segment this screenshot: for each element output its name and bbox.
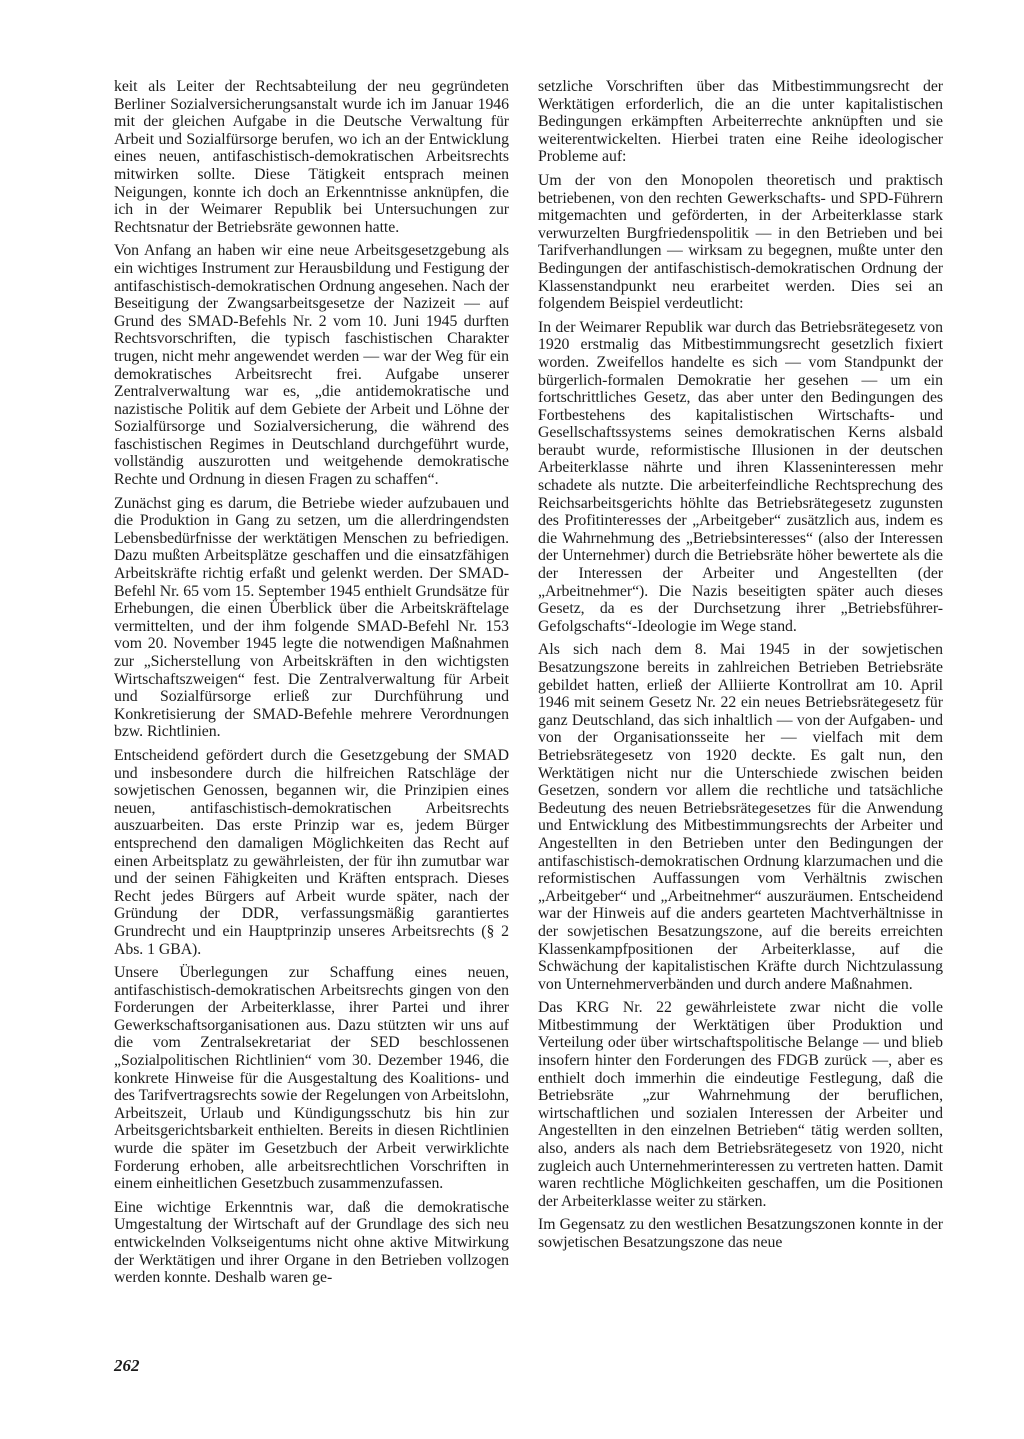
paragraph: Entscheidend gefördert durch die Gesetzgebung der SMAD und insbesondere durch die hilfreichen Ratschläge der sowjetischen Genossen, begannen wir, die Prinzipien eines neuen, antifaschistisch-demokratischen Arbeitsrechts auszuarbeiten. Das erste Prinzip war es, jedem Bürger entsprechend den damaligen Möglichkeiten das Recht auf einen Arbeitsplatz zu gewährleisten, der für ihn zumutbar war und der seinen Fähigkeiten und Kräften entsprach. Dieses Recht jedes Bürgers auf Arbeit wurde später, nach der Gründung der DDR, verfassungsmäßig garantiertes Grundrecht und ein Hauptprinzip unseres Arbeitsrechts (§ 2 Abs. 1 GBA). — [114, 746, 509, 958]
paragraph: Eine wichtige Erkenntnis war, daß die demokratische Umgestaltung der Wirtschaft auf der Grundlage des sich neu entwickelnden Volkseigentums nicht ohne aktive Mitwirkung der Werktätigen und ihrer Organe in den Betrieben vollzogen werden konnte. Deshalb waren ge- — [114, 1198, 509, 1287]
paragraph: In der Weimarer Republik war durch das Betriebsrätegesetz von 1920 erstmalig das Mitbestimmungsrecht gesetzlich fixiert worden. Zweifellos handelte es sich — vom Standpunkt der bürgerlich-formalen Demokratie her gesehen — um ein fortschrittliches Gesetz, das aber unter den Bedingungen des Fortbestehens des kapitalistischen Wirtschafts- und Gesellschaftssystems seines demokratischen Kerns alsbald beraubt wurde, reformistische Illusionen in der deutschen Arbeiterklasse nährte und ihren Klasseninteressen mehr schadete als nutzte. Die arbeiterfeindliche Rechtsprechung des Reichsarbeitsgerichts höhlte das Betriebsrätegesetz zugunsten des Profitinteresses der „Arbeitgeber“ zusätzlich aus, indem es die Wahrnehmung des „Betriebsinteresses“ (also der Interessen der Unternehmer) durch die Betriebsräte höher bewertete als die der Interessen der Arbeiter und Angestellten (der „Arbeitnehmer“). Die Nazis beseitigten später auch dieses Gesetz, da es der Durchsetzung ihrer „Betriebsführer-Gefolgschafts“-Ideologie im Wege stand. — [538, 318, 943, 635]
paragraph: Von Anfang an haben wir eine neue Arbeitsgesetzgebung als ein wichtiges Instrument zur Herausbildung und Festigung der antifaschistisch-demokratischen Ordnung angesehen. Nach der Beseitigung der Zwangsarbeitsgesetze der Nazizeit — auf Grund des SMAD-Befehls Nr. 2 vom 10. Juni 1945 durften Rechtsvorschriften, die typisch faschistischen Charakter trugen, nicht mehr angewendet werden — war der Weg für ein demokratisches Arbeitsrecht frei. Aufgabe unserer Zentralverwaltung war es, „die antidemokratische und nazistische Politik auf dem Gebiete der Arbeit und Löhne der Sozialfürsorge und Sozialversicherung, die während des faschistischen Regimes in Deutschland durchgeführt wurde, vollständig auszurotten und weitgehende demokratische Rechte und Ordnung in diesen Fragen zu schaffen“. — [114, 242, 509, 489]
right-text-column — [538, 78, 943, 1258]
paragraph: Im Gegensatz zu den westlichen Besatzungszonen konnte in der sowjetischen Besatzungszone das neue — [538, 1216, 943, 1251]
paragraph: Zunächst ging es darum, die Betriebe wieder aufzubauen und die Produktion in Gang zu setzen, um die allerdringendsten Lebensbedürfnisse der werktätigen Menschen zu befriedigen. Dazu mußten Arbeitsplätze geschaffen und die einsatzfähigen Arbeitskräfte richtig erfaßt und gelenkt werden. Der SMAD-Befehl Nr. 65 vom 15. September 1945 enthielt Grundsätze für Erhebungen, die einen Überblick über die Arbeitskräftelage vermittelten, und der ihm folgende SMAD-Befehl Nr. 153 vom 20. November 1945 legte die notwendigen Maßnahmen zur „Sicherstellung von Arbeitskräften in den wichtigsten Wirtschaftszweigen“ fest. Die Zentralverwaltung für Arbeit und Sozialfürsorge erließ zur Durchführung und Konkretisierung der SMAD-Befehle mehrere Verordnungen bzw. Richtlinien. — [114, 494, 509, 741]
left-text-column — [114, 78, 509, 1293]
paragraph: Unsere Überlegungen zur Schaffung eines neuen, antifaschistisch-demokratischen Arbeitsrechts gingen von den Forderungen der Arbeiterklasse, ihrer Partei und ihrer Gewerkschaftsorganisationen aus. Dazu stützten wir uns auf die vom Zentralsekretariat der SED beschlossenen „Sozialpolitischen Richtlinien“ vom 30. Dezember 1946, die konkrete Hinweise für die Ausgestaltung des Koalitions- und des Tarifvertragsrechts sowie der Regelungen von Arbeitslohn, Arbeitszeit, Urlaub und Kündigungsschutz bis hin zur Arbeitsgerichtsbarkeit enthielten. Bereits in diesen Richtlinien wurde die später im Gesetzbuch der Arbeit verwirklichte Forderung erhoben, alle arbeitsrechtlichen Vorschriften in einem einheitlichen Gesetzbuch zusammenzufassen. — [114, 964, 509, 1193]
paragraph: Als sich nach dem 8. Mai 1945 in der sowjetischen Besatzungszone bereits in zahlreichen Betrieben Betriebsräte gebildet hatten, erließ der Alliierte Kontrollrat am 10. April 1946 mit seinem Gesetz Nr. 22 ein neues Betriebsrätegesetz für ganz Deutschland, das sich inhaltlich — von der Aufgaben- und von der Organisationsseite her — vielfach mit dem Betriebsrätegesetz von 1920 deckte. Es galt nun, den Werktätigen nicht nur die Unterschiede zwischen beiden Gesetzen, sondern vor allem die rechtliche und tatsächliche Bedeutung des neuen Betriebsrätegesetzes für die Anwendung und Entwicklung des Mitbestimmungsrechts der Arbeiter und Angestellten in den Betrieben unter den Bedingungen der antifaschistisch-demokratischen Ordnung klarzumachen und die reformistischen Auffassungen vom Verhältnis zwischen „Arbeitgeber“ und „Arbeitnehmer“ auszuräumen. Entscheidend war der Hinweis auf die anders gearteten Machtverhältnisse in der sowjetischen Besatzungszone, auf die bereits erreichten Klassenkampfpositionen der Arbeiterklasse, auf die Schwächung der kapitalistischen Kräfte durch Nichtzulassung von Unternehmerverbänden und durch andere Maßnahmen. — [538, 641, 943, 993]
paragraph: keit als Leiter der Rechtsabteilung der neu gegründeten Berliner Sozialversicherungsanstalt wurde ich im Januar 1946 mit der gleichen Aufgabe in die Deutsche Verwaltung für Arbeit und Sozialfürsorge berufen, wo ich an der Entwicklung eines neuen, antifaschistisch-demokratischen Arbeitsrechts mitwirken sollte. Diese Tätigkeit entsprach meinen Neigungen, konnte ich doch an Erkenntnisse anknüpfen, die ich in der Weimarer Republik bei Untersuchungen zur Rechtsnatur der Betriebsräte gewonnen hatte. — [114, 78, 509, 236]
page-number: 262 — [114, 1356, 140, 1375]
paragraph: Das KRG Nr. 22 gewährleistete zwar nicht die volle Mitbestimmung der Werktätigen über Produktion und Verteilung oder über wirtschaftspolitische Belange — und blieb insofern hinter den Forderungen des FDGB zurück —, aber es enthielt doch immerhin die eindeutige Festlegung, daß die Betriebsräte „zur Wahrnehmung der beruflichen, wirtschaftlichen und sozialen Interessen der Arbeiter und Angestellten in den einzelnen Betrieben“ tätig werden sollten, also, anders als nach dem Betriebsrätegesetz von 1920, nicht zugleich auch Unternehmerinteressen zu vertreten hatten. Damit waren rechtliche Möglichkeiten geschaffen, um die Positionen der Arbeiterklasse weiter zu stärken. — [538, 999, 943, 1210]
paragraph: setzliche Vorschriften über das Mitbestimmungsrecht der Werktätigen erforderlich, die an die unter kapitalistischen Bedingungen erkämpften Arbeiterrechte anknüpften und sie weiterentwickelten. Hierbei traten eine Reihe ideologischer Probleme auf: — [538, 78, 943, 166]
paragraph: Um der von den Monopolen theoretisch und praktisch betriebenen, von den rechten Gewerkschafts- und SPD-Führern mitgemachten und geförderten, in der Arbeiterklasse stark verwurzelten Burgfriedenspolitik — in den Betrieben und bei Tarifverhandlungen — wirksam zu begegnen, mußte unter den Bedingungen der antifaschistisch-demokratischen Ordnung der Klassenstandpunkt neu erarbeitet werden. Dies sei an folgendem Beispiel verdeutlicht: — [538, 171, 943, 313]
